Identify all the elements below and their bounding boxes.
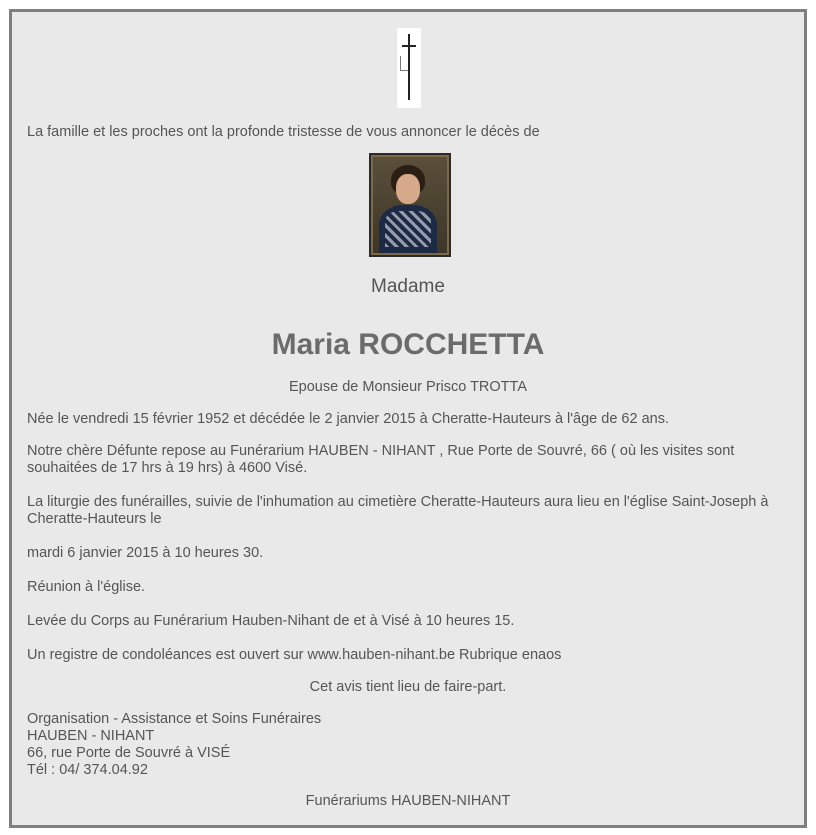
- footer-text: Funérariums HAUBEN-NIHANT: [305, 793, 511, 809]
- registry-text: Un registre de condoléances est ouvert sur www.hauben-nihant.be Rubrique enaos: [27, 647, 562, 663]
- levee-text: Levée du Corps au Funérarium Hauben-Nihant de et à Visé à 10 heures 15.: [27, 613, 515, 629]
- intro-text: La famille et les proches ont la profonde tristesse de vous annoncer le décès de: [27, 124, 540, 140]
- portrait-photo: [369, 153, 451, 257]
- obituary-card: [9, 9, 807, 828]
- rest-text-2: souhaitées de 17 hrs à 19 hrs) à 4600 Visé.: [27, 460, 308, 476]
- meeting-text: Réunion à l'église.: [27, 579, 146, 595]
- cross-icon: [397, 28, 421, 108]
- ceremony-date: mardi 6 janvier 2015 à 10 heures 30.: [27, 545, 264, 561]
- deceased-name: Maria ROCCHETTA: [271, 328, 545, 361]
- org-line-1: Organisation - Assistance et Soins Funéraires: [27, 711, 322, 727]
- org-line-2: HAUBEN - NIHANT: [27, 728, 155, 744]
- liturgy-text-2: Cheratte-Hauteurs le: [27, 511, 162, 527]
- birth-death-text: Née le vendredi 15 février 1952 et décédée le 2 janvier 2015 à Cheratte-Hauteurs à l'âge de 62 ans.: [27, 411, 669, 427]
- notice-text: Cet avis tient lieu de faire-part.: [309, 679, 507, 695]
- liturgy-text-1: La liturgie des funérailles, suivie de l'inhumation au cimetière Cheratte-Hauteurs aura lieu en l'église Saint-Joseph à: [27, 494, 769, 510]
- honorific: Madame: [371, 276, 445, 297]
- spouse-text: Epouse de Monsieur Prisco TROTTA: [289, 379, 527, 395]
- rest-text-1: Notre chère Défunte repose au Funérarium HAUBEN - NIHANT , Rue Porte de Souvré, 66 ( où les visites sont: [27, 443, 735, 459]
- org-phone: Tél : 04/ 374.04.92: [27, 762, 148, 778]
- org-line-3: 66, rue Porte de Souvré à VISÉ: [27, 745, 231, 761]
